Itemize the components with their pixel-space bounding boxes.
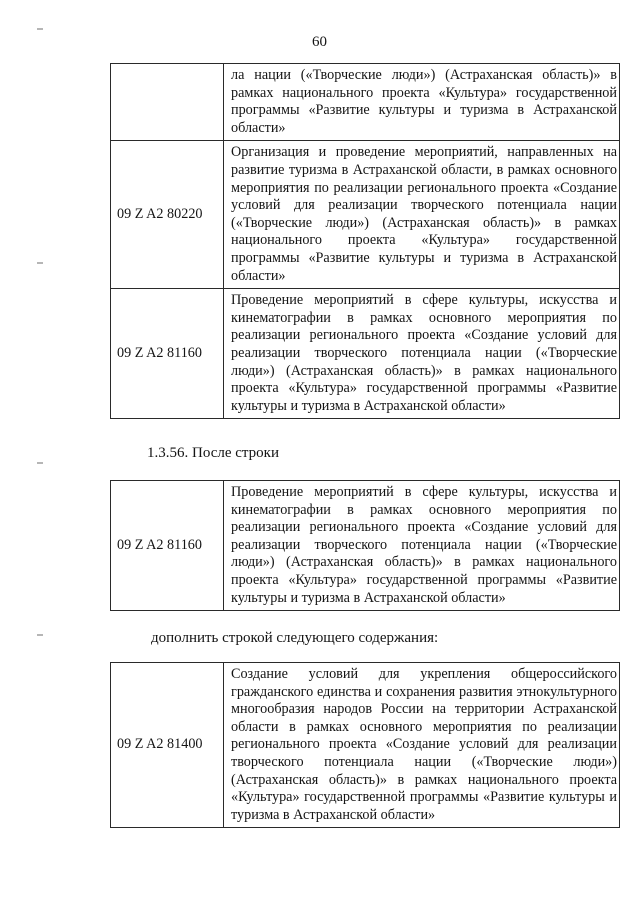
description-cell: Проведение мероприятий в сфере культуры, искусства и кинематографии в рамках основного мероприятия по реализации регионального проекта «Создание условий для реализации творческого потенциала нации («Творческие люди») (Астраханская область)» в рамках национального проекта «Культура» государственной программы «Развитие культуры и туризма в Астраханской области» — [224, 289, 620, 419]
scan-artifact — [37, 262, 43, 264]
code-cell — [111, 64, 224, 141]
budget-codes-table-new — [110, 662, 620, 828]
scan-artifact — [37, 28, 43, 30]
table-row — [111, 663, 620, 828]
table-row — [111, 481, 620, 611]
table-row — [111, 289, 620, 419]
code-cell: 09 Z A2 80220 — [111, 141, 224, 289]
code-cell: 09 Z A2 81400 — [111, 663, 224, 828]
description-cell: Создание условий для укрепления общероссийского гражданского единства и сохранения развития этнокультурного многообразия народов России на территории Астраханской области в рамках основного мероприятия по реализации регионального проекта «Создание условий для реализации творческого потенциала нации («Творческие люди») (Астраханская область)» в рамках национального проекта «Культура» государственной программы «Развитие культуры и туризма в Астраханской области» — [224, 663, 620, 828]
description-cell: ла нации («Творческие люди») (Астраханская область)» в рамках национального проекта «Культура» государственной программы «Развитие культуры и туризма в Астраханской области» — [224, 64, 620, 141]
table-row — [111, 141, 620, 289]
budget-codes-table-reference — [110, 480, 620, 611]
table-row — [111, 64, 620, 141]
scan-artifact — [37, 634, 43, 636]
budget-codes-table-continued — [110, 63, 620, 419]
description-cell: Проведение мероприятий в сфере культуры, искусства и кинематографии в рамках основного мероприятия по реализации регионального проекта «Создание условий для реализации творческого потенциала нации («Творческие люди») (Астраханская область)» в рамках национального проекта «Культура» государственной программы «Развитие культуры и туризма в Астраханской области» — [224, 481, 620, 611]
page-number: 60 — [312, 34, 327, 50]
scan-artifact — [37, 462, 43, 464]
amendment-paragraph: 1.3.56. После строки — [147, 445, 279, 461]
amendment-instruction: дополнить строкой следующего содержания: — [151, 630, 439, 646]
code-cell: 09 Z A2 81160 — [111, 289, 224, 419]
code-cell: 09 Z A2 81160 — [111, 481, 224, 611]
description-cell: Организация и проведение мероприятий, направленных на развитие туризма в Астраханской области, в рамках основного мероприятия по реализации регионального проекта «Создание условий для реализации творческого потенциала нации («Творческие люди») (Астраханская область)» в рамках национального проекта «Культура» государственной программы «Развитие культуры и туризма в Астраханской области» — [224, 141, 620, 289]
